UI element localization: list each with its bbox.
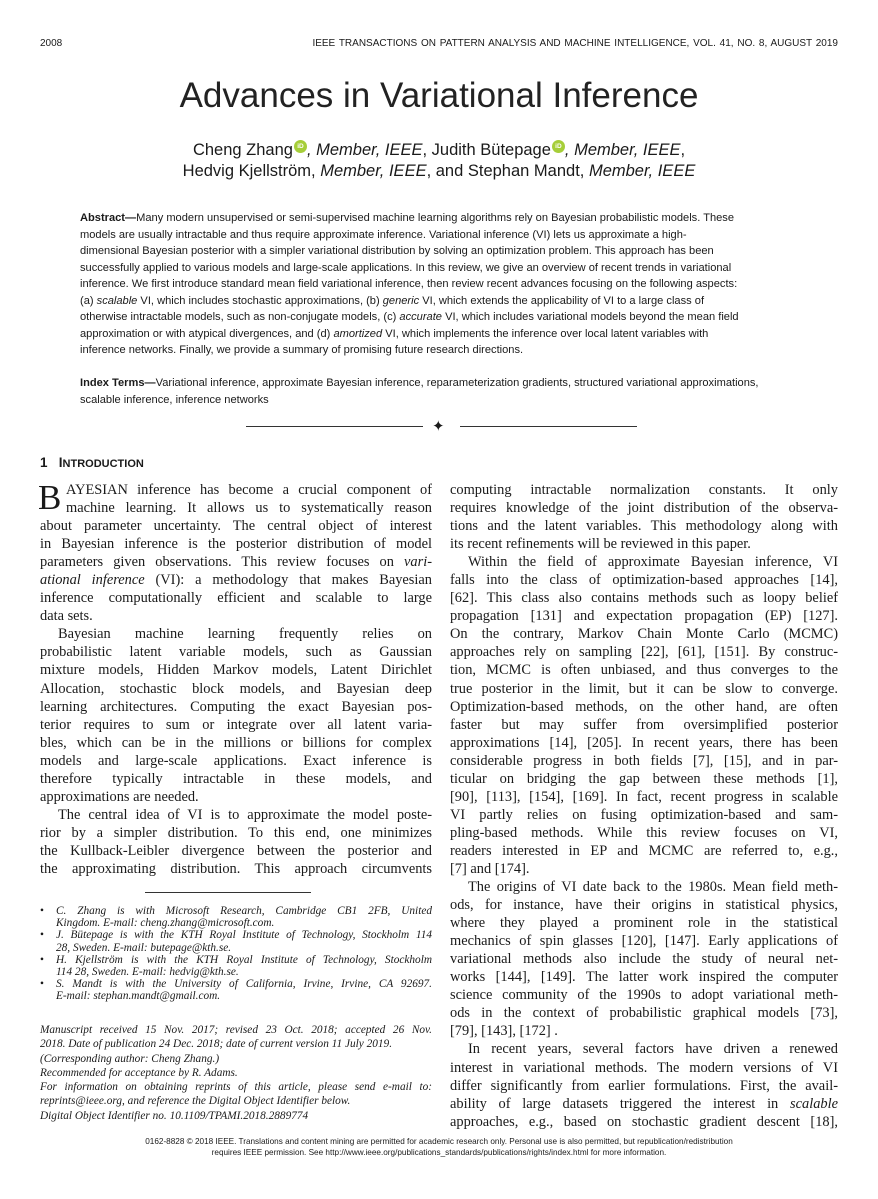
text-span: inference networks. Finally, we provide a summary of promising future research directions. [80,344,524,356]
text-span: In recent years, several factors have driven a renewed [468,1041,838,1058]
text-span: Within the field of approximate Bayesian inference, VI [468,554,838,571]
text-line [450,914,838,932]
text-span: (Corresponding author: Cheng Zhang.) [40,1052,220,1065]
text-span: For information on obtaining reprints of this article, please send e-mail to: [40,1081,432,1094]
abstract [80,210,739,359]
copyright-footer [0,1136,878,1158]
text-span: [79], [143], [172] . [450,1023,558,1040]
text-line [40,1109,432,1123]
text-line: 28, Sweden. E-mail: butepage@kth.se. [56,941,232,954]
text-span: parameters given observations. This review focuses on [40,554,405,571]
text-span: ods, for instance, have their origins in statistical physics, [450,897,838,914]
text-line: • J. Bütepage is with the KTH Royal Institute of Technology, Stockholm 114 [56,929,432,942]
text-line [450,481,838,499]
text-line [80,342,739,359]
text-span: tion, MCMC is often unbiased, and thus converges to the [450,662,838,679]
text-line [40,698,432,716]
text-line [450,968,838,986]
text-line [450,824,838,842]
text-line [80,375,759,392]
text-line [40,499,432,517]
text-span: therefore typically intractable in these models, and [40,770,432,787]
text-line [80,326,739,343]
text-line [450,1059,838,1077]
text-line [40,680,432,698]
text-span: 2018. Date of publication 24 Dec. 2018; date of current version 11 July 2019. [40,1038,393,1051]
text-line [40,643,432,661]
text-span: (VI): a methodology that makes Bayesian [144,572,432,589]
text-line [450,752,838,770]
text-span: successfully applied to various models and large-scale applications. In this review, we give an overview of recent trends in variational [80,261,732,274]
section-title-rest: NTRODUCTION [62,458,144,470]
author-membership: , Member, IEEE [564,141,681,159]
text-line [80,276,739,293]
text-span: interest in variational methods. The modern versions of VI [450,1059,838,1076]
text-span: approximation or with atypical divergences, and (d) [80,327,334,340]
text-line [40,824,432,842]
drop-cap: B [38,478,62,517]
text-line [40,535,432,553]
text-span: pling-based methods. While this review focuses on VI, [450,824,838,841]
text-span: Index Terms— [80,377,156,389]
text-line [40,661,432,679]
text-line [450,950,838,968]
text-span: approaches rely on sampling [22], [61], [151]. By construc- [450,644,838,661]
author-membership: Member, IEEE [588,162,696,180]
text-line [450,517,838,535]
text-span: mechanics of spin glasses [120], [147]. Early applications of [450,933,838,950]
text-line [40,806,432,824]
text-line [40,788,432,806]
text-span: about parameter uncertainty. The central object of interest [40,518,432,535]
text-span: scalable [96,294,138,307]
text-span: VI, which includes stochastic approximations, (b) [137,294,383,307]
text-span: Recommended for acceptance by R. Adams. [40,1066,238,1079]
text-line: Kingdom. E-mail: cheng.zhang@microsoft.com. [56,917,275,930]
text-span: generic [382,294,420,307]
text-line [450,806,838,824]
authors-line-1 [0,140,878,160]
text-span: its recent refinements will be reviewed in this paper. [450,536,751,553]
text-span: VI, which extends the applicability of VI to a large class of [419,294,705,307]
text-line [40,625,432,643]
text-line: • S. Mandt is with the University of California, Irvine, Irvine, CA 92697. [56,978,432,991]
text-line [450,589,838,607]
text-span: inference has become a crucial component of [127,482,432,498]
paper-title: Advances in Variational Inference [179,76,699,115]
divider-line [246,426,423,427]
text-span: ticular on bridging the gap between these methods [1], [450,770,838,787]
text-line: • C. Zhang is with Microsoft Research, Cambridge CB1 2FB, United [56,905,432,917]
text-line [40,589,432,607]
text-line [450,535,838,553]
text-span: ational inference [40,572,145,589]
text-span: models are usually intractable and thus require approximate inference. Variational inference (VI) lets us approximate a high- [80,228,687,241]
text-line [450,734,838,752]
text-line [40,842,432,860]
divider-line [460,426,637,427]
text-span: variational methods also include the study of neural net- [450,951,838,968]
text-line [450,932,838,950]
footnote-rule [145,892,311,893]
author-name: , and Stephan Mandt, [426,162,589,180]
text-span: tions and the latent variables. This methodology along with [450,518,838,535]
text-span: differ significantly from earlier formulations. First, the avail- [450,1077,838,1094]
text-span: true posterior in the limit, but it can be slow to converge. [450,680,838,697]
text-span: Abstract— [80,212,137,224]
text-span: the Kullback-Leibler divergence between the posterior and [40,842,432,859]
author-membership: Member, IEEE [320,162,427,180]
text-line [40,1080,432,1094]
text-line [40,1052,432,1066]
text-span: VI, which includes variational models beyond the mean field [441,311,739,323]
section-number: 1 [40,455,48,470]
text-line: E-mail: stephan.mandt@gmail.com. [56,990,221,1003]
text-span: science community of the 1990s to adopt variational meth- [450,987,838,1004]
text-span: Many modern unsupervised or semi-supervised machine learning algorithms rely on Bayesian probabilistic models. These [136,212,735,224]
text-span: scalable [790,1095,838,1112]
footer-line: requires IEEE permission. See http://www.ieee.org/publications_standards/publications/rights/index.html for more information. [211,1148,667,1157]
text-span: mixture models, Hidden Markov models, Latent Dirichlet [40,662,432,679]
text-span: VI partly relies on fusing optimization-based and sam- [450,806,838,823]
text-span: otherwise intractable models, such as non-conjugate models, (c) [80,311,400,323]
orcid-icon[interactable]: iD [294,140,307,153]
author-affiliations [40,905,432,1003]
text-line [40,607,432,625]
orcid-icon[interactable]: iD [552,140,565,153]
text-span: readers interested in EP and MCMC are referred to, e.g., [450,842,838,859]
text-line [450,643,838,661]
separator: , [680,141,686,159]
text-span: bles, which can be in the millions or billions for complex [40,734,432,751]
text-span: scalable inference, inference networks [80,393,269,406]
text-line [40,770,432,788]
text-line [450,1040,838,1058]
text-line [450,986,838,1004]
text-span: accurate [399,311,442,323]
text-span: Variational inference, approximate Bayesian inference, reparameterization gradients, structured variational approximations, [155,377,759,389]
text-span: VI, which implements the inference over local latent variables with [382,327,709,340]
text-line [40,1037,432,1051]
text-line [450,607,838,625]
body-right-column [450,481,838,1131]
text-span: learning architectures. Computing the exact Bayesian pos- [40,698,432,715]
text-line [450,1077,838,1095]
text-span: ability of large datasets triggered the interest in [450,1095,791,1112]
footer-line: 0162-8828 © 2018 IEEE. Translations and content mining are permitted for academic research only. Personal use is also permitted, but republication/redistribution [145,1137,733,1146]
text-span: data sets. [40,608,93,625]
manuscript-info [40,1023,432,1123]
text-span: On the contrary, Markov Chain Monte Carlo (MCMC) [450,626,838,643]
text-line [80,293,739,310]
text-span: the approximating distribution. This approach circumvents [40,860,432,877]
text-line [40,481,432,499]
text-line [450,571,838,589]
text-span: [62]. This class also contains methods such as loopy belief [450,590,838,607]
text-span: (a) [80,294,97,307]
text-line [40,716,432,734]
text-line [80,210,739,227]
text-span: vari- [404,554,432,571]
text-span: Allocation, stochastic block models, and Bayesian deep [40,680,432,697]
text-span: requires knowledge of the joint distribution of the observa- [450,500,838,517]
text-span: where they played a prominent role in the statistical [450,915,838,932]
running-header: IEEE TRANSACTIONS ON PATTERN ANALYSIS AND MACHINE INTELLIGENCE, VOL. 41, NO. 8, AUGUST 2019 [312,38,838,49]
text-line [450,1113,838,1131]
text-span: falls into the class of optimization-based approaches [14], [450,572,838,589]
text-span: [90], [113], [154], [169]. In fact, recent progress in scalable [450,788,838,805]
text-line [40,1066,432,1080]
text-line [450,553,838,571]
page-number: 2008 [40,38,63,49]
text-span: machine learning. It allows us to systematically reason [66,500,432,517]
text-span: Bayesian machine learning frequently relies on [58,626,432,643]
affiliation-item [40,905,432,929]
text-line [450,716,838,734]
body-left-column [38,478,432,878]
text-span: [7] and [174]. [450,860,530,877]
text-span: inference. We first introduce standard mean field variational inference, then review recent advances focusing on the following aspects: [80,278,738,290]
text-span: amortized [333,327,383,340]
text-span: The origins of VI date back to the 1980s. Mean field meth- [468,879,838,896]
text-span: propagation [131] and expectation propagation (EP) [127]. [450,608,838,625]
affiliation-item [40,929,432,953]
text-line [450,770,838,788]
text-span: ods in the context of probabilistic graphical models [73], [450,1005,838,1022]
text-span: Optimization-based methods, on the other hand, are often [450,698,838,715]
text-line [450,1004,838,1022]
authors-line-2 [0,162,878,181]
section-heading [40,455,144,470]
text-span: approximations [14], [205]. In recent years, there has been [450,734,838,751]
text-span: reprints@ieee.org, and reference the Digital Object Identifier below. [40,1095,351,1108]
text-line [450,860,838,878]
text-span: dimensional Bayesian posterior with a simpler variational distribution by solving an optimization problem. This approach has been [80,245,714,257]
text-line [450,842,838,860]
text-line: • H. Kjellström is with the KTH Royal Institute of Technology, Stockholm [56,953,432,966]
text-span: approaches, e.g., based on stochastic gradient descent [18], [450,1113,838,1130]
text-line [450,1022,838,1040]
section-title-initial: I [58,455,63,470]
affiliation-item [40,954,432,978]
text-span: computing intractable normalization constants. It only [450,482,838,498]
author-name: Hedvig Kjellström, [182,162,321,180]
text-span: inference computationally efficient and scalable to large [40,590,432,607]
text-line [80,392,759,409]
text-line [80,309,739,326]
text-span: in Bayesian inference is the posterior distribution of model [40,536,432,553]
text-line [40,752,432,770]
text-line [450,680,838,698]
author-name: Cheng Zhang [192,141,293,159]
text-line [80,260,739,277]
text-span: Digital Object Identifier no. 10.1109/TPAMI.2018.2889774 [40,1109,309,1122]
text-line [40,1023,432,1037]
text-line [80,243,739,260]
text-span: approximations are needed. [40,788,199,805]
text-span: probabilistic latent variable models, such as Gaussian [40,644,432,661]
text-line [450,896,838,914]
text-span: considerable progress in both fields [7], [15], and in par- [450,752,838,769]
text-line [450,499,838,517]
text-line: 114 28, Sweden. E-mail: hedvig@kth.se. [56,965,239,978]
text-span: terior requires to sum or integrate over all latent varia- [40,716,432,733]
text-span: The central idea of VI is to approximate the model poste- [58,806,432,823]
text-line [450,698,838,716]
text-line [40,860,432,878]
text-span: works [144], [149]. The latter work inspired the computer [450,969,838,986]
author-membership: , Member, IEEE [306,141,423,159]
text-line [450,661,838,679]
affiliation-item [40,978,432,1002]
index-terms [80,375,759,408]
text-line [80,227,739,244]
text-line [40,553,432,571]
text-line [40,571,432,589]
text-line [450,625,838,643]
text-line [40,734,432,752]
text-span: faster but may suffer from oversimplified posterior [450,716,838,733]
text-span: rior by a simpler distribution. To this end, one minimizes [40,824,432,841]
text-span: AYESIAN [66,482,128,498]
author-name: , Judith Bütepage [422,141,551,159]
text-line [40,517,432,535]
text-line [450,788,838,806]
text-line [40,1094,432,1108]
text-line [450,1095,838,1113]
text-line [450,878,838,896]
text-span: models and large-scale applications. Exact inference is [40,752,432,769]
divider-diamond-icon: ✦ [432,419,445,435]
text-span: Manuscript received 15 Nov. 2017; revised 23 Oct. 2018; accepted 26 Nov. [40,1024,432,1036]
